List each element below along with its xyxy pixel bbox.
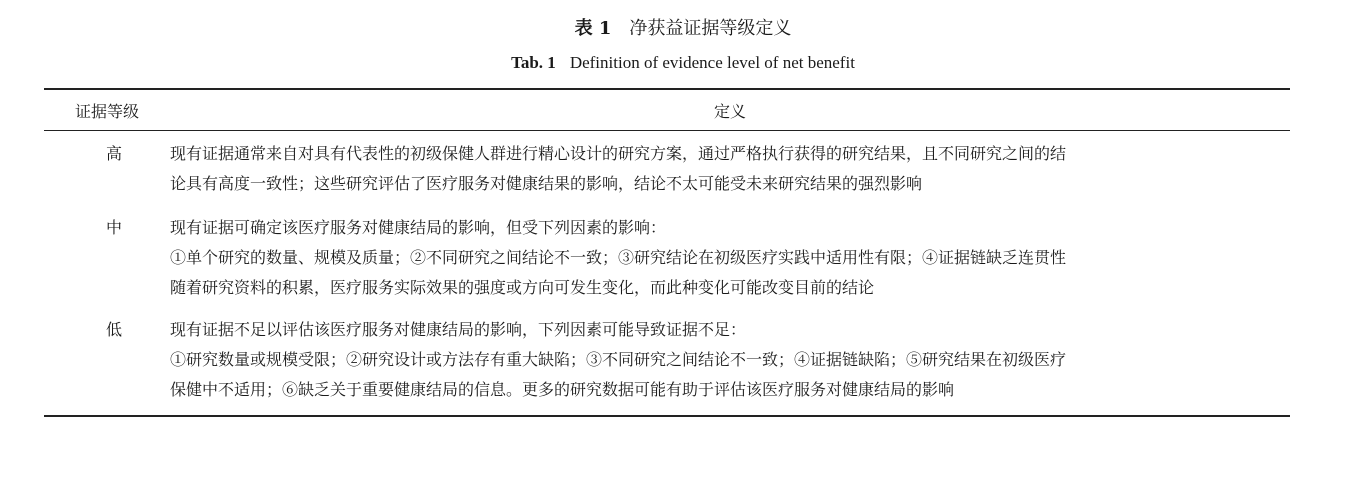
header-evidence-level: 证据等级	[44, 89, 170, 131]
caption-en-label: Tab. 1	[511, 53, 556, 72]
table-row	[44, 131, 1290, 214]
row-definition	[170, 213, 1290, 315]
row-level: 中	[105, 218, 122, 237]
table-caption-cn	[0, 14, 1366, 40]
table-header-row	[44, 89, 1290, 131]
definition-line: 现有证据通常来自对具有代表性的初级保健人群进行精心设计的研究方案，通过严格执行获得的研究结果，且不同研究之间的结	[170, 144, 1067, 163]
row-definition	[170, 315, 1290, 416]
table-caption-en	[0, 53, 1366, 73]
definition-line: 论具有高度一致性；这些研究评估了医疗服务对健康结果的影响，结论不太可能受未来研究结果的强烈影响	[170, 174, 923, 193]
evidence-level-table	[44, 88, 1290, 417]
definition-line: ①单个研究的数量、规模及质量；②不同研究之间结论不一致；③研究结论在初级医疗实践中适用性有限；④证据链缺乏连贯性	[170, 248, 1067, 267]
caption-cn-title: 净获益证据等级定义	[629, 18, 792, 39]
definition-line: 保健中不适用；⑥缺乏关于重要健康结局的信息。更多的研究数据可能有助于评估该医疗服务对健康结局的影响	[170, 380, 955, 399]
caption-cn-label: 表 1	[574, 18, 612, 39]
row-level: 低	[44, 315, 170, 416]
row-level: 高	[105, 144, 122, 163]
row-definition	[170, 131, 1290, 214]
table-row	[44, 315, 1290, 416]
caption-en-title: Definition of evidence level of net benefit	[569, 53, 855, 72]
definition-line: 现有证据可确定该医疗服务对健康结局的影响，但受下列因素的影响：	[170, 218, 667, 237]
definition-line: ①研究数量或规模受限；②研究设计或方法存有重大缺陷；③不同研究之间结论不一致；④证据链缺陷；⑤研究结果在初级医疗	[170, 350, 1067, 369]
definition-line: 随着研究资料的积累，医疗服务实际效果的强度或方向可发生变化，而此种变化可能改变目前的结论	[170, 278, 875, 297]
definition-line: 现有证据不足以评估该医疗服务对健康结局的影响，下列因素可能导致证据不足：	[170, 320, 747, 339]
table-row	[44, 213, 1290, 315]
header-definition: 定义	[170, 89, 1290, 131]
